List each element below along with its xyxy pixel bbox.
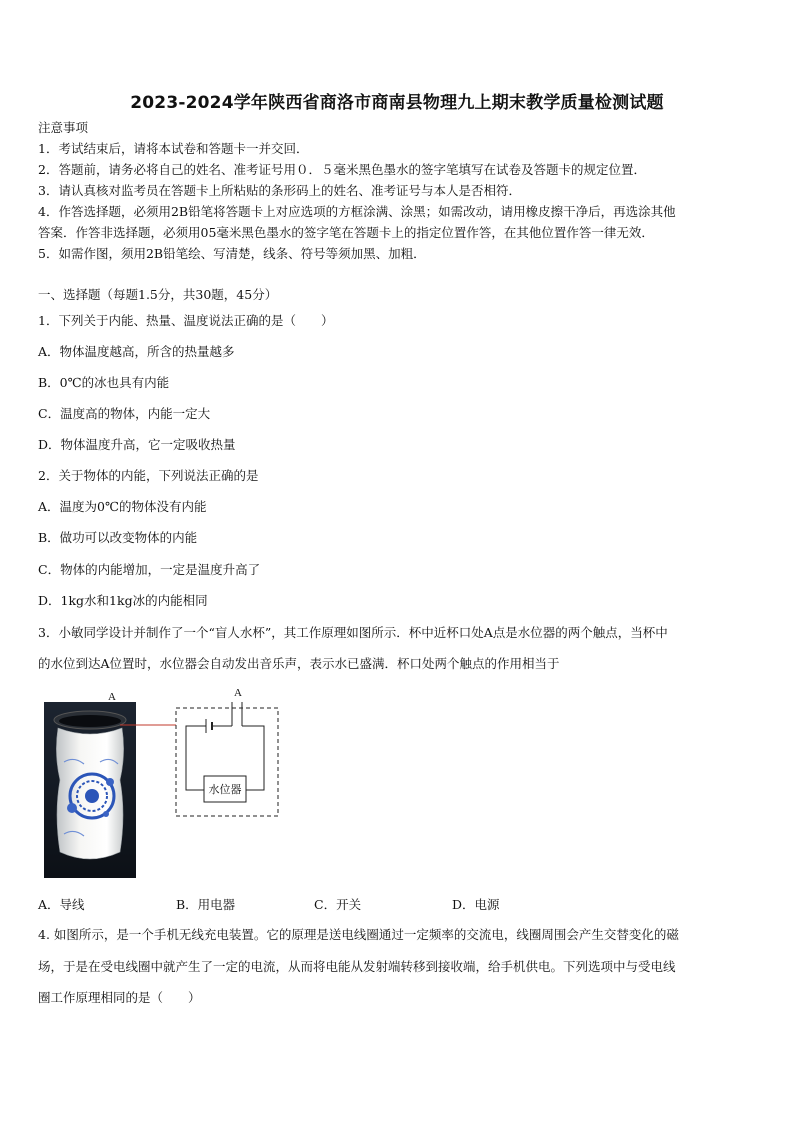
battery-symbol xyxy=(206,719,212,733)
section-heading: 一、选择题（每题1.5分，共30题，45分） xyxy=(38,287,278,302)
question-2-option-b: B．做功可以改变物体的内能 xyxy=(38,530,198,545)
notice-heading: 注意事项 xyxy=(38,120,89,135)
question-1-option-a: A．物体温度越高，所含的热量越多 xyxy=(38,344,235,359)
page-title: 2023-2024学年陕西省商洛市商南县物理九上期末教学质量检测试题 xyxy=(130,93,664,113)
question-2-option-d: D．1kg水和1kg冰的内能相同 xyxy=(38,593,208,608)
question-3-option-d: D．电源 xyxy=(452,897,500,912)
cup-circuit-figure xyxy=(44,684,284,880)
notice-item: 4．作答选择题，必须用2B铅笔将答题卡上对应选项的方框涂满、涂黑；如需改动，请用橡皮擦干净后，再选涂其他 xyxy=(38,204,676,219)
notice-item: 答案．作答非选择题，必须用05毫米黑色墨水的签字笔在答题卡上的指定位置作答，在其他位置作答一律无效． xyxy=(38,225,654,240)
question-2-option-c: C．物体的内能增加，一定是温度升高了 xyxy=(38,562,261,577)
contact-label: A xyxy=(234,687,242,699)
question-4-line-2: 场，于是在受电线圈中就产生了一定的电流，从而将电能从发射端转移到接收端，给手机供电。下列选项中与受电线 xyxy=(38,959,676,974)
question-2-stem: 2．关于物体的内能，下列说法正确的是 xyxy=(38,468,259,483)
notice-item: 1．考试结束后，请将本试卷和答题卡一并交回． xyxy=(38,141,309,156)
question-3-stem-line-1: 3．小敏同学设计并制作了一个“盲人水杯”，其工作原理如图所示．杯中近杯口处A点是水位器的两个触点，当杯中 xyxy=(38,625,668,640)
question-1-stem: 1．下列关于内能、热量、温度说法正确的是（ ） xyxy=(38,313,334,328)
water-level-device-label: 水位器 xyxy=(208,783,242,796)
question-3-option-a: A．导线 xyxy=(38,897,85,912)
question-3-option-b: B．用电器 xyxy=(176,897,236,912)
question-3-stem-line-2: 的水位到达A位置时，水位器会自动发出音乐声，表示水已盛满．杯口处两个触点的作用相当于 xyxy=(38,656,560,671)
notice-item: 3．请认真核对监考员在答题卡上所粘贴的条形码上的姓名、准考证号与本人是否相符． xyxy=(38,183,521,198)
question-1-option-b: B．0℃的冰也具有内能 xyxy=(38,375,170,390)
question-1-option-c: C．温度高的物体，内能一定大 xyxy=(38,406,211,421)
question-4-line-3: 圈工作原理相同的是（ ） xyxy=(38,990,201,1005)
question-1-option-d: D．物体温度升高，它一定吸收热量 xyxy=(38,437,236,452)
question-3-option-c: C．开关 xyxy=(314,897,362,912)
question-4-line-1: 4. 如图所示，是一个手机无线充电装置。它的原理是送电线圈通过一定频率的交流电，线圈周围会产生交替变化的磁 xyxy=(38,927,679,942)
cup-point-label: A xyxy=(108,691,116,703)
notice-item: 2．答题前，请务必将自己的姓名、准考证号用０．５毫米黑色墨水的签字笔填写在试卷及答题卡的规定位置． xyxy=(38,162,646,177)
question-2-option-a: A．温度为0℃的物体没有内能 xyxy=(38,499,207,514)
notice-item: 5．如需作图，须用2B铅笔绘、写清楚，线条、符号等须加黑、加粗． xyxy=(38,246,426,261)
